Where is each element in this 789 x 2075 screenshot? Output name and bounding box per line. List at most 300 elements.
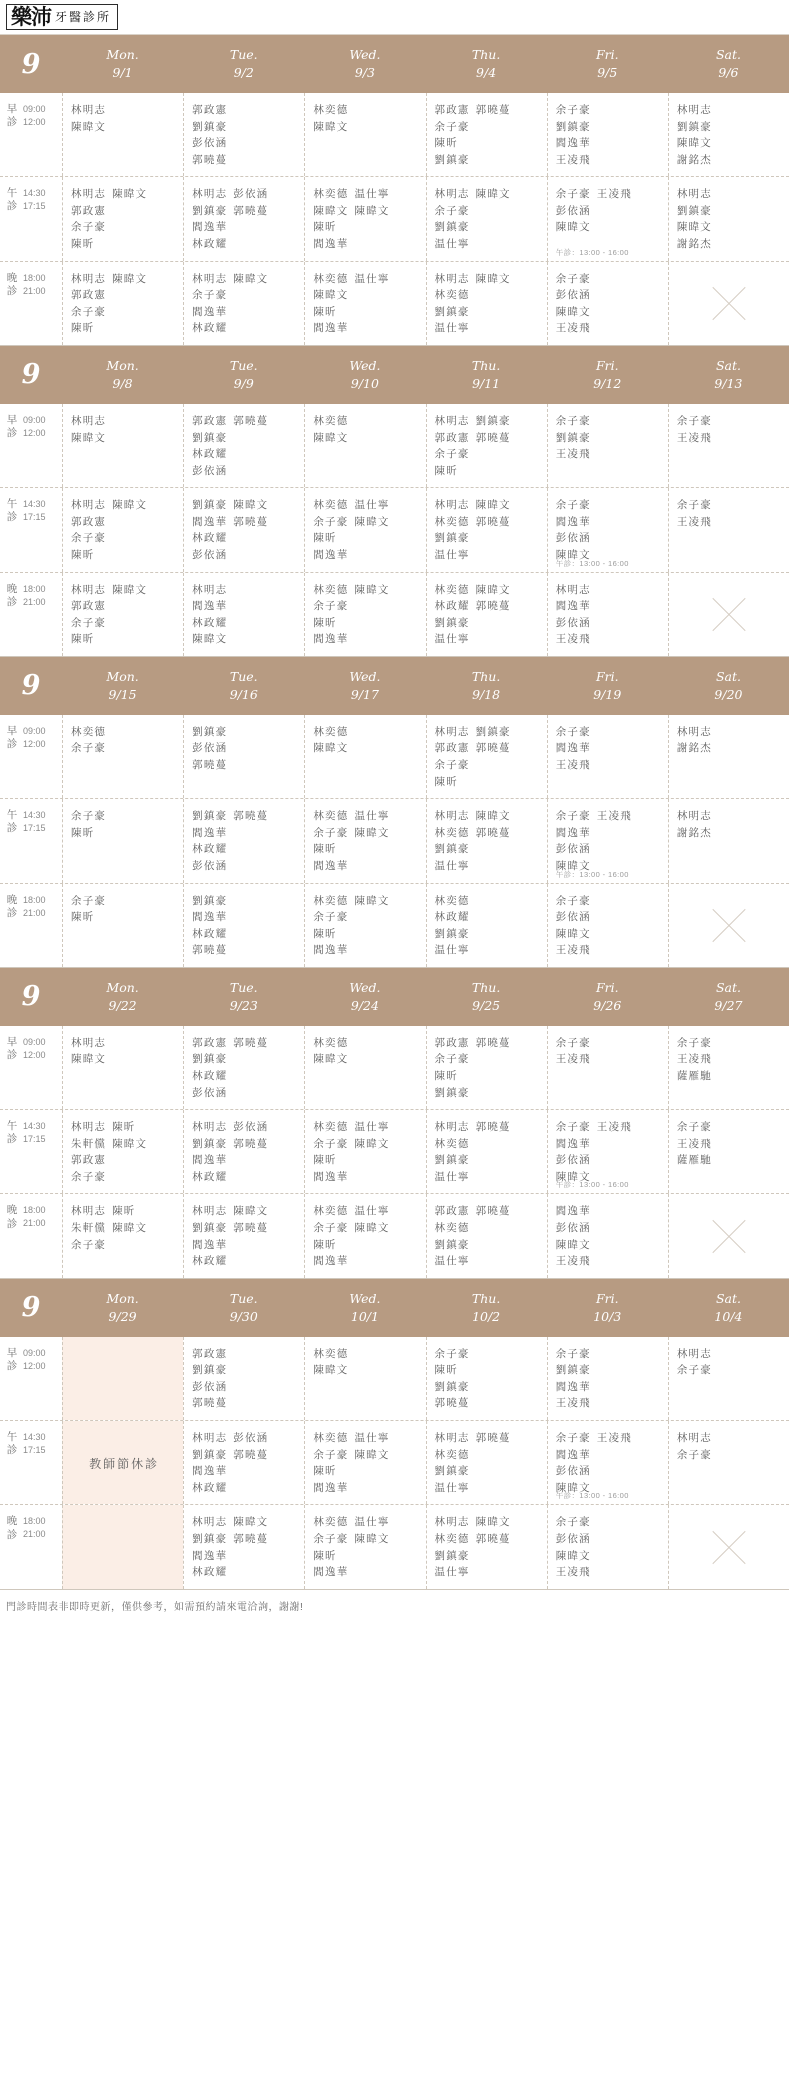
day-of-week: Mon.: [106, 1290, 139, 1306]
schedule-cell: [304, 573, 425, 656]
day-date: 9/20: [714, 686, 743, 702]
day-header: [62, 968, 183, 1026]
doctor-name: 林政耀: [192, 532, 228, 545]
doctor-name: 陳暐文: [354, 826, 390, 839]
schedule-cell: [547, 573, 668, 656]
schedule-cell: [62, 177, 183, 260]
week-header: [0, 968, 789, 1026]
doctor-name: 陳昕: [313, 1549, 337, 1562]
day-header: [668, 1279, 789, 1337]
doctor-name: 閻逸華: [313, 633, 349, 646]
schedule-cell: [426, 1421, 547, 1504]
doctor-name: 林奕德: [434, 826, 470, 839]
doctor-name-list: [192, 186, 298, 252]
doctor-name: 林明志: [434, 414, 470, 427]
day-of-week: Tue.: [229, 46, 258, 62]
doctor-name: 林政耀: [192, 238, 228, 251]
schedule-cell: [304, 262, 425, 345]
slot-name: 早 診: [6, 103, 18, 129]
doctor-name: 余子豪: [313, 1448, 349, 1461]
schedule-cell: [426, 715, 547, 798]
doctor-name: 陳昕: [313, 843, 337, 856]
doctor-name-list: [313, 271, 419, 337]
doctor-name: 余子豪: [676, 1364, 712, 1377]
doctor-name: 余子豪: [555, 188, 591, 201]
doctor-name: 劉鎮豪: [555, 1364, 591, 1377]
doctor-name: 陳暐文: [354, 1532, 390, 1545]
doctor-name: 余子豪: [555, 810, 591, 823]
doctor-name: 林奕德: [313, 414, 349, 427]
doctor-name: 王凌飛: [596, 810, 632, 823]
doctor-name-column: [71, 497, 106, 563]
doctor-name-column: [233, 1119, 268, 1185]
week-header: [0, 657, 789, 715]
doctor-name-column: [677, 413, 712, 446]
week-header: [0, 346, 789, 404]
month-label: 9: [21, 670, 41, 702]
doctor-name: 余子豪: [71, 1238, 107, 1251]
doctor-name-list: [192, 1430, 298, 1496]
doctor-name: 彭依涵: [555, 1154, 591, 1167]
doctor-name: 林明志: [71, 1205, 107, 1218]
month-label: 9: [21, 1292, 41, 1324]
day-header: [426, 1279, 547, 1337]
doctor-name-column: [192, 1430, 227, 1496]
doctor-name: 林奕德: [71, 725, 107, 738]
doctor-name: 閻逸華: [192, 1465, 228, 1478]
doctor-name: 閻逸華: [192, 911, 228, 924]
day-date: 9/5: [597, 65, 618, 80]
doctor-name-column: [354, 1430, 389, 1496]
doctor-name-column: [435, 893, 470, 959]
doctor-name-column: [313, 1035, 348, 1068]
doctor-name: 林明志: [434, 810, 470, 823]
day-date: 9/15: [108, 686, 137, 702]
doctor-name: 林明志: [676, 188, 712, 201]
holiday-label: 教師節休診: [89, 1456, 160, 1471]
schedule-cell: [668, 177, 789, 260]
closed-x-icon: [706, 280, 752, 326]
day-header: [668, 657, 789, 715]
doctor-name: 陳昕: [313, 221, 337, 234]
day-header: [304, 35, 425, 93]
day-of-week: Mon.: [106, 979, 139, 995]
doctor-name: 余子豪: [71, 616, 107, 629]
doctor-name-list: [435, 1119, 541, 1185]
doctor-name: 彭依涵: [555, 1222, 591, 1235]
schedule-cell: [62, 1026, 183, 1109]
doctor-name-list: [435, 186, 541, 252]
day-of-week: Tue.: [229, 357, 258, 373]
schedule-cell: [547, 1110, 668, 1193]
afternoon-hours-note: 午診：13:00 - 16:00: [555, 1491, 629, 1501]
schedule-cell: [668, 1421, 789, 1504]
doctor-name: 郭政憲: [434, 1205, 470, 1218]
schedule-cell: [62, 715, 183, 798]
doctor-name-column: [597, 1430, 632, 1496]
slot-label: [0, 93, 62, 176]
doctor-name-list: [556, 1346, 662, 1412]
doctor-name: 劉鎮豪: [434, 1465, 470, 1478]
doctor-name-column: [556, 102, 591, 168]
doctor-name-column: [476, 1430, 511, 1496]
doctor-name: 林奕德: [313, 188, 349, 201]
doctor-name: 郭曉蔓: [475, 1036, 511, 1049]
doctor-name-column: [435, 1203, 470, 1269]
schedule-cell: [62, 1421, 183, 1504]
schedule-cell: [426, 1337, 547, 1420]
doctor-name-column: [233, 1430, 268, 1496]
doctor-name: 陳暐文: [555, 927, 591, 940]
day-header: [304, 1279, 425, 1337]
doctor-name-column: [476, 497, 511, 563]
schedule-cell: [183, 1505, 304, 1588]
doctor-name: 陳暐文: [475, 1516, 511, 1529]
doctor-name-column: [597, 1119, 632, 1185]
doctor-name: 彭依涵: [233, 1432, 269, 1445]
schedule-row: [0, 573, 789, 657]
doctor-name-list: [435, 724, 541, 790]
doctor-name-column: [71, 1203, 106, 1253]
doctor-name-column: [435, 582, 470, 648]
doctor-name-list: [192, 724, 298, 774]
doctor-name: 温仕寧: [354, 499, 390, 512]
doctor-name-list: [677, 1430, 783, 1463]
schedule-cell: [304, 1026, 425, 1109]
schedule-cell: [426, 884, 547, 967]
doctor-name-list: [71, 808, 177, 841]
doctor-name: 郭政憲: [71, 204, 107, 217]
schedule-cell: [304, 488, 425, 571]
doctor-name-column: [435, 1514, 470, 1580]
doctor-name: 林奕德: [313, 583, 349, 596]
weeks-container: [0, 35, 789, 1590]
slot-label: [0, 799, 62, 882]
doctor-name: 温仕寧: [354, 272, 390, 285]
doctor-name: 陳暐文: [475, 272, 511, 285]
slot-time: 18:00 21:00: [23, 1516, 46, 1540]
day-of-week: Thu.: [471, 979, 501, 995]
doctor-name: 閻逸華: [313, 1481, 349, 1494]
doctor-name-column: [192, 724, 227, 774]
doctor-name-list: [313, 102, 419, 135]
doctor-name-column: [313, 1346, 348, 1379]
doctor-name-list: [71, 1119, 177, 1185]
doctor-name-list: [435, 808, 541, 874]
doctor-name: 陳暐文: [71, 431, 107, 444]
doctor-name: 劉鎮豪: [192, 1053, 228, 1066]
doctor-name: 陳昕: [313, 1238, 337, 1251]
doctor-name-column: [354, 186, 389, 252]
doctor-name: 陳暐文: [71, 120, 107, 133]
day-of-week: Fri.: [595, 1290, 619, 1306]
doctor-name: 林奕德: [313, 810, 349, 823]
schedule-cell: [62, 1194, 183, 1277]
doctor-name: 温仕寧: [434, 1255, 470, 1268]
doctor-name-list: [435, 102, 541, 168]
doctor-name: 余子豪: [434, 1347, 470, 1360]
doctor-name-column: [71, 413, 106, 446]
doctor-name-list: [192, 497, 298, 563]
brand-header: [0, 0, 789, 35]
doctor-name: 閻逸華: [192, 1154, 228, 1167]
doctor-name-column: [435, 1035, 470, 1101]
schedule-cell: [547, 1194, 668, 1277]
schedule-cell: [183, 1026, 304, 1109]
slot-label: [0, 1110, 62, 1193]
doctor-name-list: [556, 1514, 662, 1580]
doctor-name-list: [677, 1346, 783, 1379]
doctor-name: 林奕德: [434, 1532, 470, 1545]
doctor-name: 陳暐文: [555, 305, 591, 318]
schedule-cell: [183, 1194, 304, 1277]
schedule-cell: [183, 715, 304, 798]
doctor-name: 王凌飛: [596, 1432, 632, 1445]
doctor-name: 劉鎮豪: [192, 810, 228, 823]
doctor-name: 彭依涵: [192, 548, 228, 561]
day-date: 9/19: [593, 686, 622, 702]
week-block: [0, 657, 789, 968]
doctor-name-column: [313, 1514, 348, 1580]
day-header: [304, 968, 425, 1026]
doctor-name: 陳昕: [112, 1205, 136, 1218]
doctor-name-column: [192, 1514, 227, 1580]
doctor-name-column: [71, 808, 106, 841]
doctor-name-column: [556, 1430, 591, 1496]
doctor-name: 陳昕: [434, 137, 458, 150]
afternoon-hours-note: 午診：13:00 - 16:00: [555, 247, 629, 257]
doctor-name-list: [192, 893, 298, 959]
doctor-name-list: [71, 582, 177, 648]
slot-name: 早 診: [6, 1346, 18, 1372]
doctor-name: 林奕德: [434, 1448, 470, 1461]
schedule-cell: [547, 1026, 668, 1109]
doctor-name-column: [112, 582, 147, 648]
slot-name: 早 診: [6, 724, 18, 750]
schedule-cell: [304, 404, 425, 487]
schedule-cell: [304, 1505, 425, 1588]
doctor-name: 劉鎮豪: [192, 1137, 228, 1150]
doctor-name: 林奕德: [313, 272, 349, 285]
doctor-name-column: [313, 1119, 348, 1185]
slot-name: 晚 診: [6, 271, 18, 297]
day-of-week: Sat.: [715, 1290, 741, 1306]
month-label: 9: [21, 981, 41, 1013]
doctor-name: 余子豪: [555, 1516, 591, 1529]
day-header: [668, 35, 789, 93]
doctor-name: 劉鎮豪: [434, 1086, 470, 1099]
doctor-name-list: [556, 497, 662, 563]
doctor-name-list: [192, 1346, 298, 1412]
doctor-name-column: [71, 186, 106, 252]
slot-label: [0, 262, 62, 345]
doctor-name-list: [556, 808, 662, 874]
doctor-name-column: [556, 1035, 591, 1068]
doctor-name: 彭依涵: [192, 742, 228, 755]
doctor-name: 陳暐文: [555, 1170, 591, 1183]
day-of-week: Thu.: [471, 1290, 501, 1306]
schedule-row: [0, 404, 789, 488]
slot-time: 14:30 17:15: [23, 499, 46, 523]
doctor-name-list: [677, 808, 783, 841]
schedule-row: [0, 1337, 789, 1421]
doctor-name: 薩雁馳: [676, 1069, 712, 1082]
doctor-name-column: [233, 271, 268, 337]
doctor-name-column: [556, 1203, 591, 1269]
doctor-name: 劉鎮豪: [434, 532, 470, 545]
doctor-name: 余子豪: [434, 120, 470, 133]
doctor-name-column: [435, 413, 470, 479]
slot-time: 14:30 17:15: [23, 188, 46, 212]
doctor-name: 閻逸華: [313, 859, 349, 872]
doctor-name-column: [435, 808, 470, 874]
doctor-name: 陳暐文: [233, 499, 269, 512]
doctor-name: 陳昕: [313, 305, 337, 318]
schedule-cell: [304, 715, 425, 798]
doctor-name-column: [677, 186, 712, 252]
schedule-cell: [547, 1421, 668, 1504]
doctor-name-column: [233, 1514, 268, 1580]
doctor-name-column: [556, 893, 591, 959]
doctor-name: 彭依涵: [192, 137, 228, 150]
doctor-name: 陳昕: [112, 1121, 136, 1134]
schedule-cell: [183, 488, 304, 571]
day-date: 9/3: [354, 65, 375, 80]
doctor-name-list: [313, 1430, 419, 1496]
doctor-name-column: [597, 808, 632, 874]
doctor-name: 王凌飛: [555, 633, 591, 646]
doctor-name: 郭曉蔓: [475, 1121, 511, 1134]
doctor-name: 林明志: [192, 1205, 228, 1218]
doctor-name: 郭曉蔓: [233, 414, 269, 427]
doctor-name: 劉鎮豪: [192, 725, 228, 738]
doctor-name: 劉鎮豪: [192, 120, 228, 133]
doctor-name-column: [435, 271, 470, 337]
day-date: 9/22: [108, 997, 137, 1013]
doctor-name-list: [556, 893, 662, 959]
doctor-name: 郭曉蔓: [475, 1205, 511, 1218]
doctor-name: 劉鎮豪: [192, 431, 228, 444]
doctor-name: 王凌飛: [555, 1397, 591, 1410]
doctor-name: 郭曉蔓: [233, 1532, 269, 1545]
afternoon-hours-note: 午診：13:00 - 16:00: [555, 558, 629, 568]
doctor-name: 郭政憲: [192, 1036, 228, 1049]
doctor-name: 劉鎮豪: [434, 1154, 470, 1167]
slot-name: 午 診: [6, 1431, 18, 1457]
doctor-name: 閻逸華: [555, 1380, 591, 1393]
doctor-name: 陳暐文: [112, 1222, 148, 1235]
schedule-cell: [547, 177, 668, 260]
doctor-name: 郭政憲: [192, 414, 228, 427]
doctor-name: 陳暐文: [555, 1549, 591, 1562]
doctor-name: 陳暐文: [354, 1448, 390, 1461]
doctor-name-column: [71, 271, 106, 337]
day-date: 9/30: [229, 1308, 258, 1324]
doctor-name-list: [71, 186, 177, 252]
doctor-name-column: [677, 102, 712, 168]
doctor-name: 陳暐文: [192, 633, 228, 646]
schedule-cell: [62, 573, 183, 656]
day-date: 10/1: [350, 1308, 379, 1324]
day-date: 9/26: [593, 997, 622, 1013]
doctor-name-list: [677, 186, 783, 252]
schedule-row: [0, 799, 789, 883]
doctor-name: 劉鎮豪: [475, 414, 511, 427]
doctor-name: 余子豪: [192, 289, 228, 302]
doctor-name: 彭依涵: [555, 1465, 591, 1478]
doctor-name-column: [233, 808, 268, 874]
doctor-name: 閻逸華: [192, 221, 228, 234]
day-date: 9/11: [472, 375, 501, 391]
doctor-name-column: [192, 186, 227, 252]
schedule-row: [0, 715, 789, 799]
doctor-name: 陳暐文: [112, 188, 148, 201]
doctor-name: 王凌飛: [676, 1053, 712, 1066]
doctor-name: 温仕寧: [434, 1566, 470, 1579]
schedule-cell: [668, 93, 789, 176]
doctor-name: 林政耀: [192, 1481, 228, 1494]
day-header: [547, 968, 668, 1026]
schedule-cell: [426, 1505, 547, 1588]
doctor-name-list: [313, 413, 419, 446]
day-of-week: Wed.: [349, 1290, 381, 1306]
doctor-name-list: [71, 724, 177, 757]
doctor-name-list: [435, 1430, 541, 1496]
doctor-name: 閻逸華: [555, 137, 591, 150]
doctor-name-column: [112, 1119, 147, 1185]
doctor-name-column: [476, 1035, 511, 1101]
doctor-name-list: [556, 724, 662, 774]
doctor-name: 陳暐文: [313, 120, 349, 133]
doctor-name-list: [313, 1346, 419, 1379]
doctor-name: 陳暐文: [475, 499, 511, 512]
doctor-name-column: [556, 271, 591, 337]
slot-time: 14:30 17:15: [23, 1432, 46, 1456]
doctor-name: 陳暐文: [555, 859, 591, 872]
doctor-name: 余子豪: [676, 1036, 712, 1049]
doctor-name: 彭依涵: [555, 843, 591, 856]
doctor-name: 陳昕: [71, 322, 95, 335]
doctor-name: 閻逸華: [313, 1255, 349, 1268]
doctor-name: 陳昕: [313, 927, 337, 940]
doctor-name: 余子豪: [313, 911, 349, 924]
doctor-name: 郭曉蔓: [475, 742, 511, 755]
schedule-cell: [304, 1421, 425, 1504]
doctor-name-column: [233, 1035, 268, 1101]
slot-label: [0, 1026, 62, 1109]
doctor-name: 林明志: [71, 499, 107, 512]
schedule-row: [0, 1194, 789, 1278]
doctor-name-column: [435, 102, 470, 168]
doctor-name: 彭依涵: [192, 464, 228, 477]
slot-time: 09:00 12:00: [23, 1036, 46, 1060]
doctor-name-list: [435, 1035, 541, 1101]
doctor-name: 郭曉蔓: [434, 1397, 470, 1410]
closed-x-icon: [706, 1213, 752, 1259]
slot-time: 18:00 21:00: [23, 583, 46, 607]
day-of-week: Sat.: [715, 46, 741, 62]
doctor-name: 郭曉蔓: [233, 1222, 269, 1235]
doctor-name: 林奕德: [313, 104, 349, 116]
doctor-name: 余子豪: [313, 826, 349, 839]
doctor-name: 王凌飛: [676, 431, 712, 444]
doctor-name: 林政耀: [192, 1170, 228, 1183]
doctor-name: 温仕寧: [434, 944, 470, 957]
clinic-logo: [6, 4, 118, 30]
slot-name: 午 診: [6, 1120, 18, 1146]
doctor-name: 余子豪: [555, 1347, 591, 1360]
doctor-name-column: [71, 102, 106, 135]
